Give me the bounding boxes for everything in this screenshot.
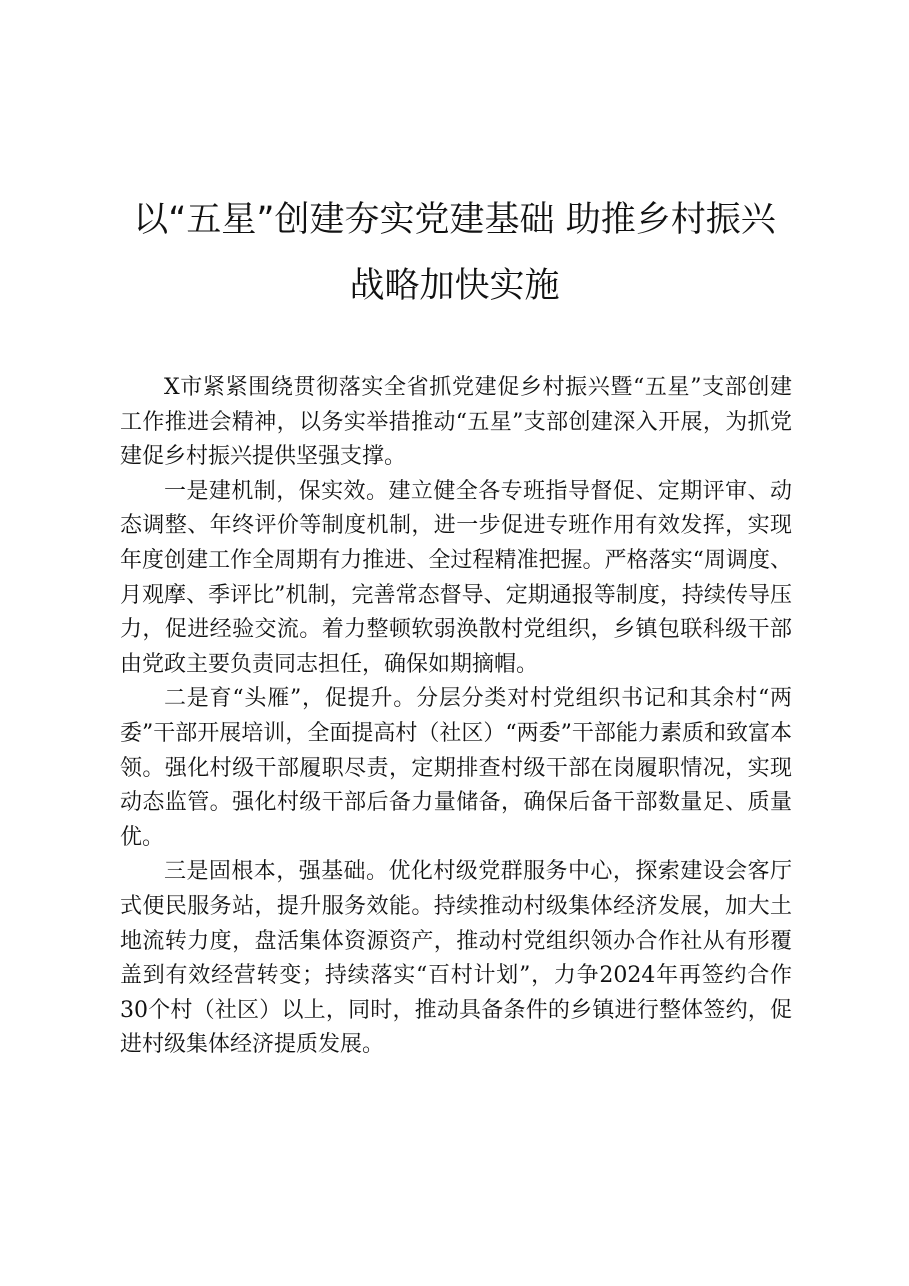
intro-paragraph: X市紧紧围绕贯彻落实全省抓党建促乡村振兴暨“五星”支部创建工作推进会精神，以务实举措推动“五星”支部创建深入开展，为抓党建促乡村振兴提供坚强支撑。 [120, 375, 792, 470]
paragraph-foundation: 三是固根本，强基础。优化村级党群服务中心，探索建设会客厅式便民服务站，提升服务效能。持续推动村级集体经济发展，加大土地流转力度，盘活集体资源资产，推动村党组织领办合作社从有形覆盖到有效经营转变；持续落实“百村计划”，力争2024年再签约合作30个村（社区）以上，同时，推动具备条件的乡镇进行整体签约，促进村级集体经济提质发展。 [120, 859, 792, 1058]
paragraph-mechanism: 一是建机制，保实效。建立健全各专班指导督促、定期评审、动态调整、年终评价等制度机制，进一步促进专班作用有效发挥，实现年度创建工作全周期有力推进、全过程精准把握。严格落实“周调度、月观摩、季评比”机制，完善常态督导、定期通报等制度，持续传导压力，促进经验交流。着力整顿软弱涣散村党组织，乡镇包联科级干部由党政主要负责同志担任，确保如期摘帽。 [120, 478, 792, 677]
document-body [120, 371, 792, 1063]
document-title-line-2: 战略加快实施 [349, 266, 560, 306]
document-title-line-1: 以“五星”创建夯实党建基础 助推乡村振兴 [133, 200, 776, 240]
paragraph-leaders: 二是育“头雁”，促提升。分层分类对村党组织书记和其余村“两委”干部开展培训，全面提高村（社区）“两委”干部能力素质和致富本领。强化村级干部履职尽责，定期排查村级干部在岗履职情况，实现动态监管。强化村级干部后备力量储备，确保后备干部数量足、质量优。 [120, 686, 792, 850]
